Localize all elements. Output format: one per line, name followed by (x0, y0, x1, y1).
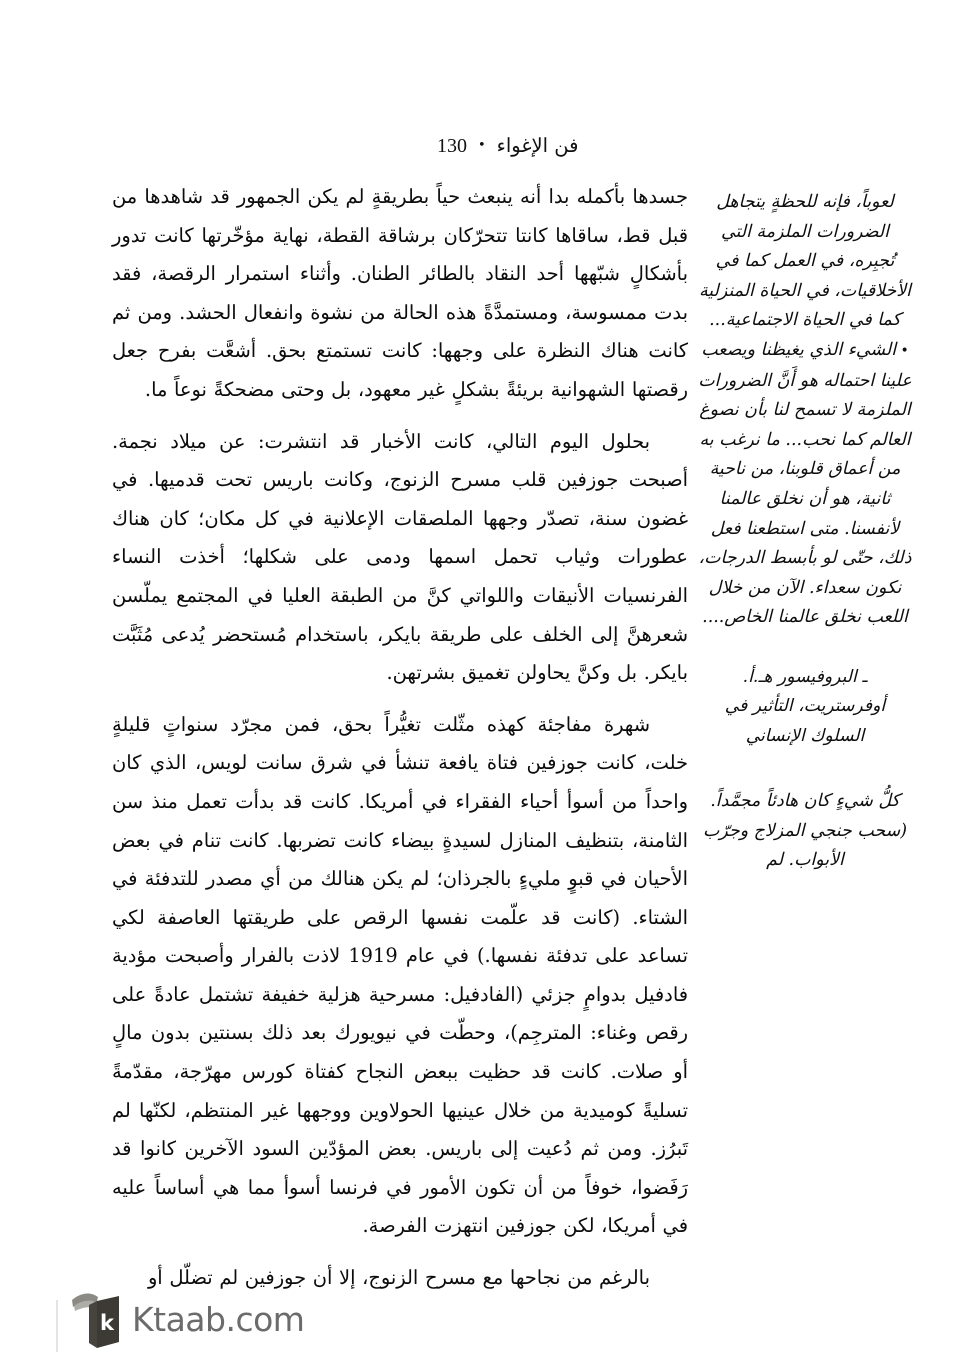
margin-note-2: • الشيء الذي يغيظنا ويصعب علينا احتماله هو أَنَّ الضرورات الملزمة لا تسمح لنا بأن نصوغ العالم كما نحب... ما نرغب به من أعماق قلوبنا، من ناحية ثانية، هو أن نخلق عالمنا لأنفسنا. متى استطعنا فعل ذلك، حتّى لو بأبسط الدرجات، نكون سعداء. الآن من خلال اللعب نخلق عالمنا الخاص.... (697, 336, 913, 633)
margin-note-column (697, 188, 913, 893)
paragraph-4: بالرغم من نجاحها مع مسرح الزنوج، إلا أن جوزفين لم تضلّل أو (147, 1266, 650, 1290)
margin-note-3: كلُّ شيءٍ كان هادئاً مجمَّداً. (سحب جنجي المزلاج وجرّب الأبواب. لم (702, 791, 907, 871)
watermark-site-name: Ktaab.com (132, 1299, 305, 1339)
margin-note-1: لعوباً، فإنه للحظةٍ يتجاهل الضرورات الملزمة التي تُجبِره، في العمل كما في الأخلاقيات، في الحياة المنزلية كما في الحياة الاجتماعية... (698, 192, 912, 331)
running-head (437, 134, 837, 158)
page-number: 130 (437, 135, 467, 157)
scan-binding-line (56, 1300, 58, 1352)
paragraph-1: جسدها بأكمله بدا أنه ينبعث حياً بطريقةٍ لم يكن الجمهور قد شاهدها من قبل قط، ساقاها كانتا تتحرّكان برشاقة القطة، نهاية مؤخّرتها كانت تدور بأشكالٍ شبّهها أحد النقاد بالطائر الطنان. وأثناء استمرار الرقصة، فقد بدت ممسوسة، ومستمدَّةً هذه الحالة من نشوة وانفعال الحشد. ومن ثم كانت هناك النظرة على وجهها: كانت تستمتع بحق. أشعَّت بفرح جعل رقصتها الشهوانية بريئةً بشكلٍ غير معهود، بل وحتى مضحكةً نوعاً ما. (112, 185, 688, 401)
paragraph-3: شهرة مفاجئة كهذه مثّلت تغيُّراً بحق، فمن مجرّد سنواتٍ قليلةٍ خلت، كانت جوزفين فتاة يافعة تنشأ في شرق سانت لويس، الذي كان واحداً من أسوأ أحياء الفقراء في أمريكا. كانت قد بدأت تعمل منذ سن الثامنة، بتنظيف المنازل لسيدةٍ بيضاء كانت تضربها. كانت تنام في بعض الأحيان في قبوٍ مليءٍ بالجرذان؛ لم يكن هنالك من أي مصدر للتدفئة في الشتاء. (كانت قد علّمت نفسها الرقص على طريقتها العاصفة لكي تساعد على تدفئة نفسها.) في عام 1919 لاذت بالفرار وأصبحت مؤدية فادفيل بدوامٍ جزئي (الفادفيل: مسرحية هزلية خفيفة تشتمل عادةً على رقص وغناء: المترجِم)، وحطّت في نيويورك بعد ذلك بسنتين بدون مالٍ أو صلات. كانت قد حظيت ببعض النجاح كفتاة كورس مهرّجة، مقدّمةً تسليةً كوميدية من خلال عينيها الحولاوين ووجهها غير المنتظم، لكنّها لم تَبرُز. ومن ثم دُعيت إلى باريس. بعض المؤدّين السود الآخرين كانوا قد رَفَضوا، خوفاً من أن تكون الأمور في فرنسا أسوأ مما هي أساساً عليه في أمريكا، لكن جوزفين انتهزت الفرصة. (112, 712, 688, 1238)
svg-text:k: k (100, 1311, 114, 1335)
margin-note-attribution: ـ البروفيسور هـ.أ. أوفرستريت، التأثير في السلوك الإنساني (724, 666, 886, 746)
book-logo-icon (70, 1288, 122, 1350)
site-watermark (70, 1288, 304, 1350)
running-head-book-title: فن الإغواء (496, 134, 579, 157)
running-head-bullet-icon: • (478, 138, 486, 153)
paragraph-2: بحلول اليوم التالي، كانت الأخبار قد انتشرت: عن ميلاد نجمة. أصبحت جوزفين قلب مسرح الزنوج، وكانت باريس تحت قدميها. في غضون سنة، تصدّر وجهها الملصقات الإعلانية في كل مكان؛ كان هناك عطورات وثياب تحمل اسمها ودمى على شكلها؛ أخذت النساء الفرنسيات الأنيقات واللواتي كنَّ من الطبقة العليا في المجتمع يملّسن شعرهنَّ إلى الخلف على طريقة بايكر، باستخدام مُستحضر يُدعى مُثَبَّت بايكر. بل وكنَّ يحاولن تغميق بشرتهن. (112, 429, 688, 685)
main-text-column (112, 178, 688, 1298)
